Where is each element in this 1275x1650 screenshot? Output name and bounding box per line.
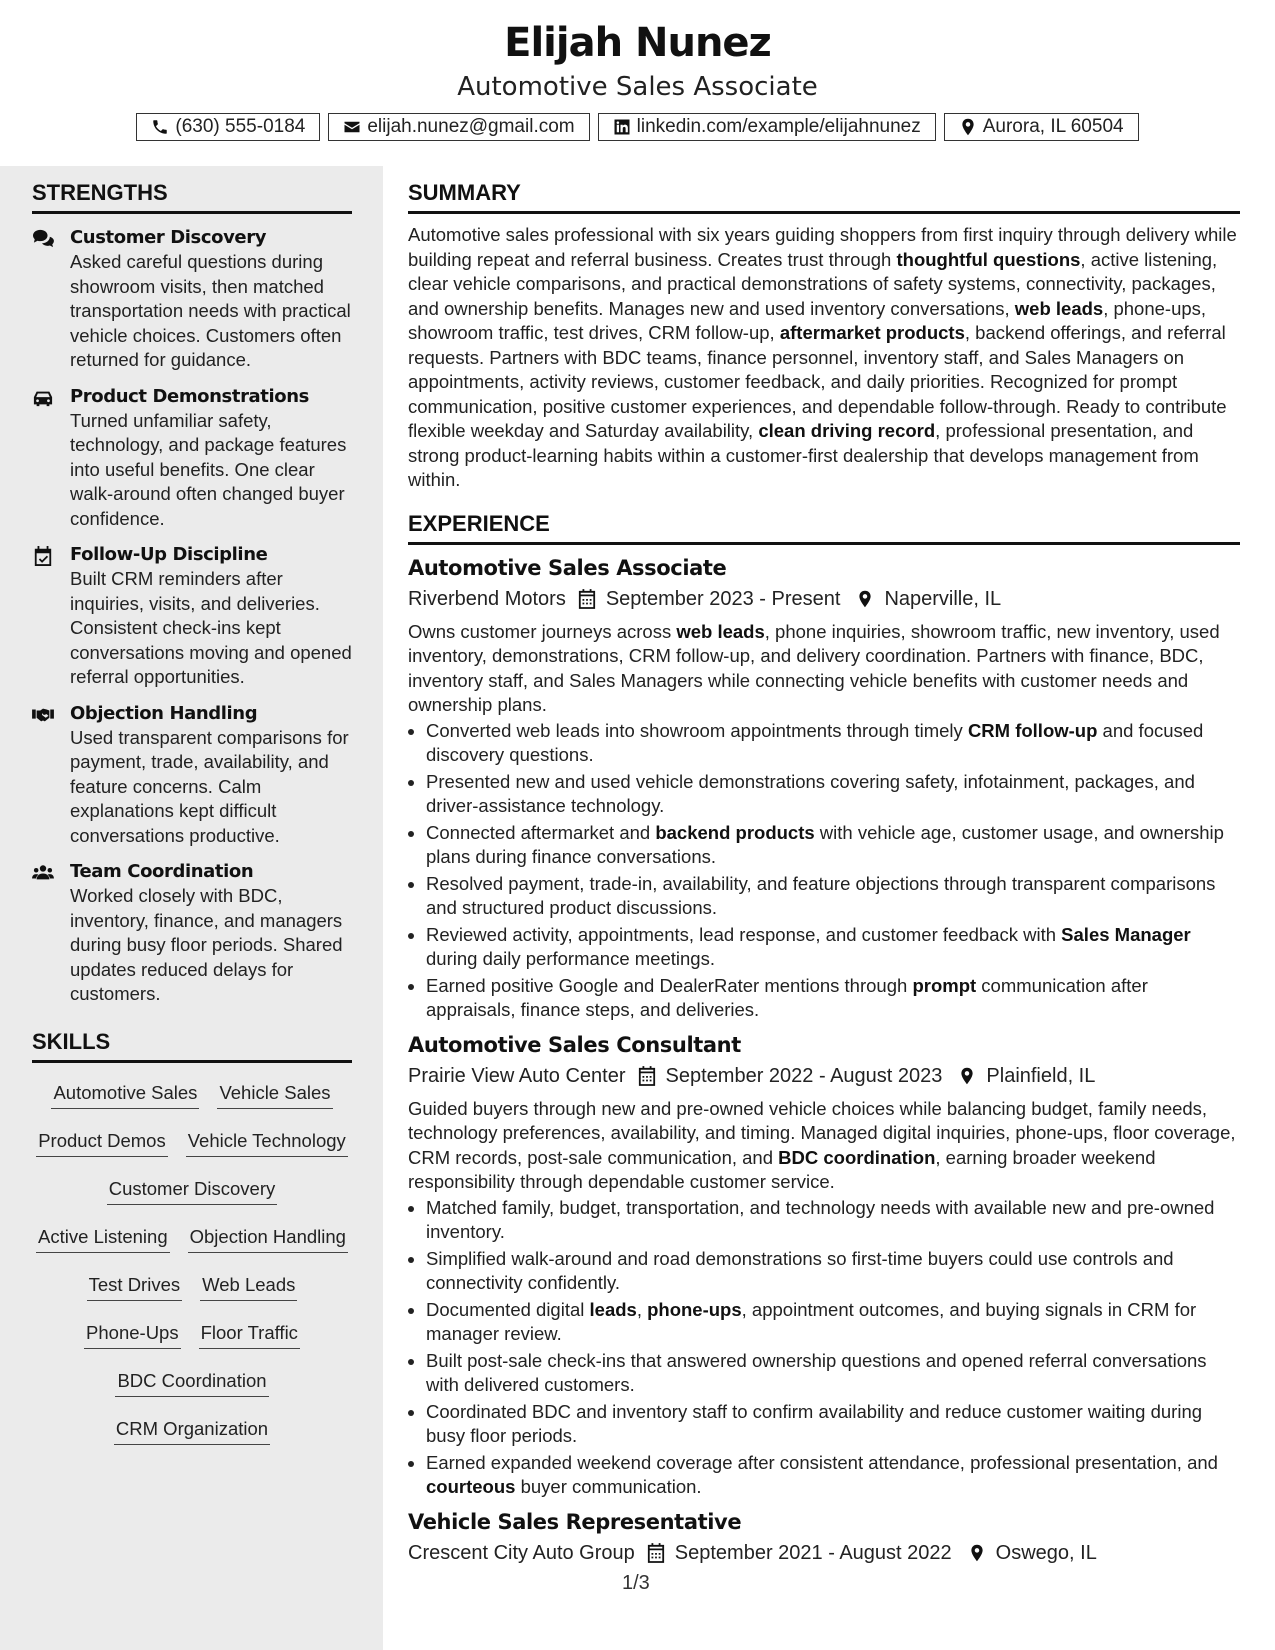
job-meta xyxy=(408,1540,1240,1566)
job-bullets xyxy=(408,719,1240,1023)
comments-icon xyxy=(32,229,54,249)
contact-email-text: elijah.nunez@gmail.com xyxy=(367,116,575,137)
strength-description: Built CRM reminders after inquiries, visits, and deliveries. Consistent check-ins kept conversations moving and opened referral opportunities. xyxy=(70,568,352,687)
job-entry xyxy=(408,554,1240,1023)
strength-title: Product Demonstrations xyxy=(70,385,309,407)
candidate-name: Elijah Nunez xyxy=(504,20,771,66)
calendar-icon xyxy=(638,1066,656,1086)
skill-tag: Customer Discovery xyxy=(107,1177,278,1205)
calendar-icon xyxy=(578,589,596,609)
bullet-item: • Reviewed activity, appointments, lead response, and customer feedback with Sales Manager during daily performance meetings. xyxy=(426,923,1240,972)
job-location: Oswego, IL xyxy=(995,1541,1097,1564)
experience-heading: EXPERIENCE xyxy=(408,511,1240,545)
strength-description: Used transparent comparisons for payment, trade, availability, and feature concerns. Calm explanations kept difficult conversations productive. xyxy=(70,726,349,846)
job-title: Vehicle Sales Representative xyxy=(408,1509,742,1534)
calendar-icon xyxy=(647,1543,665,1563)
contact-linkedin-text: linkedin.com/example/elijahnunez xyxy=(636,116,921,137)
bullet-item: • Earned positive Google and DealerRater mentions through prompt communication after appraisals, finance steps, and deliveries. xyxy=(426,974,1240,1023)
resume-header xyxy=(0,0,1275,166)
job-description: Guided buyers through new and pre-owned vehicle choices while balancing budget, family needs, technology preferences, availability, and timing. Managed digital inquiries, phone-ups, floor coverage, CRM records, post-sale communication, and BDC coordination, earning broader weekend responsibility through dependable customer service. xyxy=(408,1097,1236,1192)
strengths-heading: STRENGTHS xyxy=(32,180,352,214)
contact-email[interactable] xyxy=(328,113,589,141)
skill-tag: CRM Organization xyxy=(114,1417,270,1445)
calendar-check-icon xyxy=(32,546,54,566)
skill-tag: Phone-Ups xyxy=(84,1321,181,1349)
job-dates: September 2023 - Present xyxy=(605,587,841,610)
skill-tag: Automotive Sales xyxy=(51,1081,199,1109)
strength-item xyxy=(32,702,352,849)
map-pin-icon xyxy=(856,589,874,609)
phone-icon xyxy=(151,118,169,136)
strength-description: Worked closely with BDC, inventory, finance, and managers during busy floor periods. Shared updates reduced delays for customers. xyxy=(70,885,343,1004)
skill-tag: Objection Handling xyxy=(188,1225,348,1253)
sidebar xyxy=(0,166,383,1650)
map-pin-icon xyxy=(968,1543,986,1563)
skills-list xyxy=(32,1075,352,1445)
job-entry xyxy=(408,1508,1240,1566)
skill-tag: Floor Traffic xyxy=(199,1321,300,1349)
job-company: Prairie View Auto Center xyxy=(408,1064,626,1087)
strength-title: Team Coordination xyxy=(70,861,254,882)
skill-tag: Active Listening xyxy=(36,1225,170,1253)
job-company: Riverbend Motors xyxy=(408,587,566,610)
bullet-item: • Presented new and used vehicle demonstrations covering safety, infotainment, packages, and driver-assistance technology. xyxy=(426,770,1240,819)
job-entry xyxy=(408,1031,1240,1500)
job-meta xyxy=(408,1063,1240,1089)
car-icon xyxy=(32,388,54,408)
page-number: 1/3 xyxy=(622,1572,650,1594)
strength-item xyxy=(32,226,352,373)
candidate-title: Automotive Sales Associate xyxy=(457,72,818,102)
bullet-item: • Resolved payment, trade-in, availability, and feature objections through transparent comparisons and structured product discussions. xyxy=(426,872,1240,921)
contact-location-text: Aurora, IL 60504 xyxy=(982,116,1124,137)
job-description: Owns customer journeys across web leads, phone inquiries, showroom traffic, new inventory, used inventory, demonstrations, CRM follow-up, and delivery coordination. Partners with finance, BDC, inventory staff, and Sales Managers while connecting vehicle benefits with customer needs and ownership plans. xyxy=(408,620,1220,715)
job-bullets xyxy=(408,1196,1240,1500)
summary-text: Automotive sales professional with six years guiding shoppers from first inquiry through delivery while building repeat and referral business. Creates trust through thoughtful questions, active listening, clear vehicle comparisons, and practical demonstrations of safety systems, connectivity, packages, and ownership benefits. Manages new and used inventory conversations, web leads, phone-ups, showroom traffic, test drives, CRM follow-up, aftermarket products, backend offerings, and referral requests. Partners with BDC teams, finance personnel, inventory staff, and Sales Managers on appointments, activity reviews, customer feedback, and daily priorities. Recognized for prompt communication, positive customer experiences, and dependable follow-through. Ready to contribute flexible weekday and Saturday availability, clean driving record, professional presentation, and strong product-learning habits within a customer-first dealership that develops management from within. xyxy=(408,224,1237,490)
bullet-item: • Documented digital leads, phone-ups, appointment outcomes, and buying signals in CRM for manager review. xyxy=(426,1298,1240,1347)
bullet-item: • Converted web leads into showroom appointments through timely CRM follow-up and focused discovery questions. xyxy=(426,719,1240,768)
users-icon xyxy=(32,863,54,883)
bullet-item: • Connected aftermarket and backend products with vehicle age, customer usage, and ownership plans during finance conversations. xyxy=(426,821,1240,870)
main-content xyxy=(408,166,1240,1574)
contact-bar xyxy=(0,113,1275,141)
bullet-item: • Built post-sale check-ins that answered ownership questions and opened referral conversations with delivered customers. xyxy=(426,1349,1240,1398)
bullet-item: • Earned expanded weekend coverage after consistent attendance, professional presentation, and courteous buyer communication. xyxy=(426,1451,1240,1500)
summary-heading: SUMMARY xyxy=(408,180,1240,214)
strength-item xyxy=(32,385,352,532)
job-location: Naperville, IL xyxy=(884,587,1002,610)
contact-phone[interactable] xyxy=(136,113,320,141)
job-location: Plainfield, IL xyxy=(986,1064,1096,1087)
job-title: Automotive Sales Associate xyxy=(408,555,727,580)
bullet-item: • Simplified walk-around and road demonstrations so first-time buyers could use controls and connectivity confidently. xyxy=(426,1247,1240,1296)
strength-item xyxy=(32,543,352,690)
skills-heading: SKILLS xyxy=(32,1029,352,1063)
map-pin-icon xyxy=(958,1066,976,1086)
strength-title: Customer Discovery xyxy=(70,227,267,248)
bullet-item: • Coordinated BDC and inventory staff to confirm availability and reduce customer waiting during busy floor periods. xyxy=(426,1400,1240,1449)
skill-tag: Product Demos xyxy=(36,1129,168,1157)
job-dates: September 2021 - August 2022 xyxy=(674,1541,952,1564)
job-meta xyxy=(408,586,1240,612)
skill-tag: BDC Coordination xyxy=(115,1369,268,1397)
job-company: Crescent City Auto Group xyxy=(408,1541,635,1564)
strength-item xyxy=(32,860,352,1007)
strength-description: Asked careful questions during showroom visits, then matched transportation needs with practical vehicle choices. Customers often returned for guidance. xyxy=(70,251,351,370)
job-dates: September 2022 - August 2023 xyxy=(665,1064,943,1087)
bullet-item: • Matched family, budget, transportation, and technology needs with available new and pre-owned inventory. xyxy=(426,1196,1240,1245)
strength-description: Turned unfamiliar safety, technology, and package features into useful benefits. One clear walk-around often changed buyer confidence. xyxy=(70,409,347,529)
envelope-icon xyxy=(343,118,361,136)
skill-tag: Test Drives xyxy=(87,1273,183,1301)
contact-location xyxy=(944,113,1139,141)
strength-title: Follow-Up Discipline xyxy=(70,544,268,565)
strength-title: Objection Handling xyxy=(70,702,258,724)
skill-tag: Vehicle Technology xyxy=(186,1129,348,1157)
skill-tag: Vehicle Sales xyxy=(217,1081,332,1109)
handshake-icon xyxy=(32,705,54,725)
map-pin-icon xyxy=(959,118,977,136)
linkedin-icon xyxy=(613,118,631,136)
contact-phone-text: (630) 555-0184 xyxy=(175,116,306,137)
contact-linkedin[interactable] xyxy=(598,113,936,141)
skill-tag: Web Leads xyxy=(200,1273,297,1301)
job-title: Automotive Sales Consultant xyxy=(408,1032,741,1057)
